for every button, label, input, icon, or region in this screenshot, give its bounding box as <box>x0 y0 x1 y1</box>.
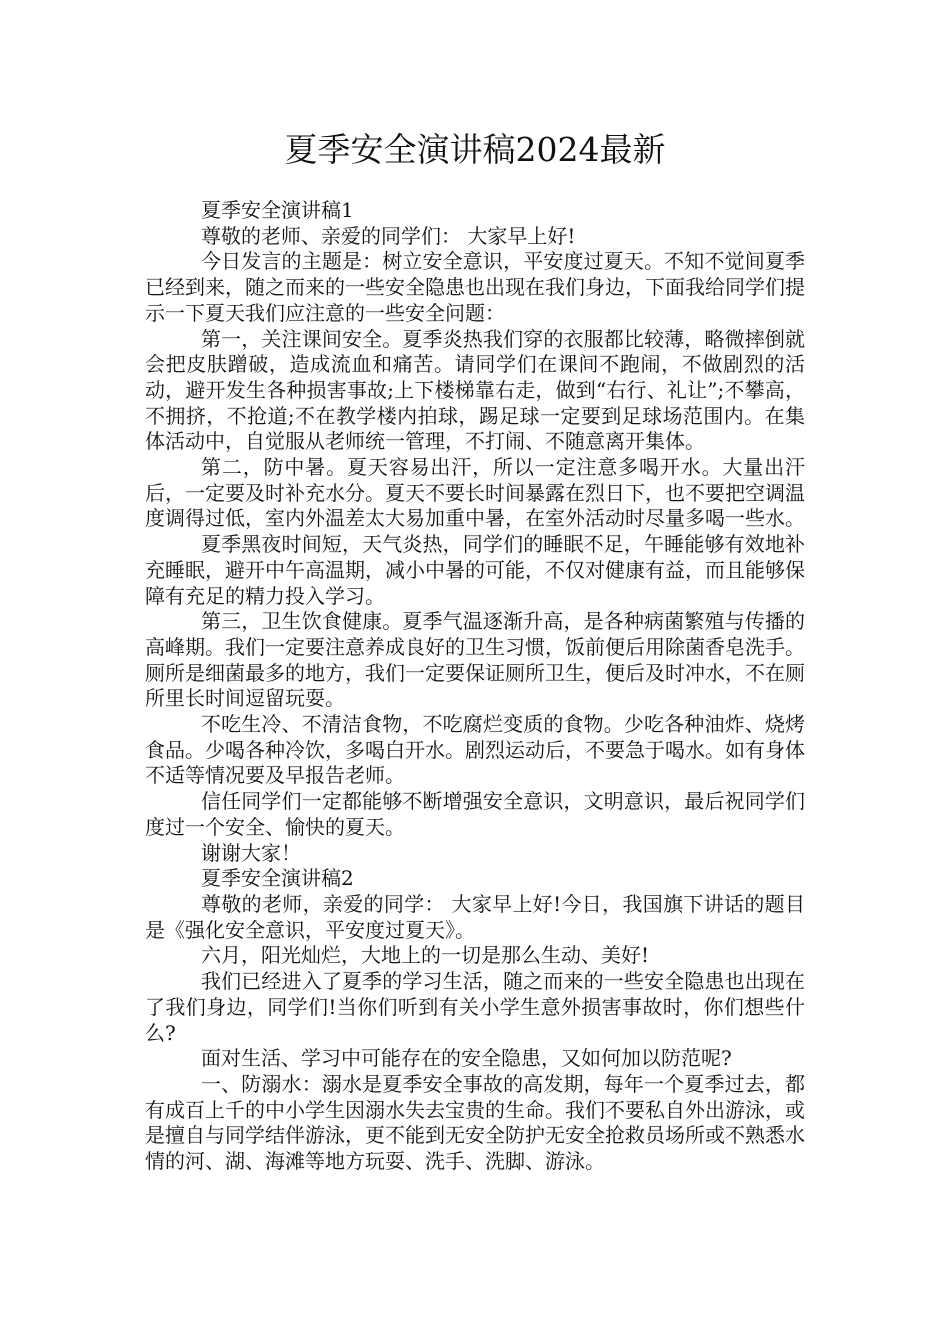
paragraph: 谢谢大家！ <box>201 840 301 865</box>
paragraph: 尊敬的老师、亲爱的同学们： 大家早上好! <box>201 223 576 248</box>
paragraph: 面对生活、学习中可能存在的安全隐患，又如何加以防范呢? <box>201 1046 732 1071</box>
paragraph: 不吃生冷、不清洁食物，不吃腐烂变质的食物。少吃各种油炸、烧烤食品。少喝各种冷饮，多喝白开水。剧烈运动后，不要急于喝水。如有身体不适等情况要及早报告老师。 <box>145 712 805 788</box>
paragraph: 夏季安全演讲稿2 <box>201 866 354 891</box>
paragraph: 夏季黑夜时间短，天气炎热，同学们的睡眠不足，午睡能够有效地补充睡眠，避开中午高温期，减小中暑的可能，不仅对健康有益，而且能够保障有充足的精力投入学习。 <box>145 532 805 608</box>
paragraph: 信任同学们一定都能够不断增强安全意识，文明意识，最后祝同学们度过一个安全、愉快的夏天。 <box>145 789 805 839</box>
paragraph: 一、防溺水：溺水是夏季安全事故的高发期，每年一个夏季过去，都有成百上千的中小学生因溺水失去宝贵的生命。我们不要私自外出游泳，或是擅自与同学结伴游泳，更不能到无安全防护无安全抢救员场所或不熟悉水情的河、湖、海滩等地方玩耍、洗手、洗脚、游泳。 <box>145 1071 805 1174</box>
paragraph: 今日发言的主题是：树立安全意识，平安度过夏天。不知不觉间夏季已经到来，随之而来的一些安全隐患也出现在我们身边，下面我给同学们提示一下夏天我们应注意的一些安全问题： <box>145 249 805 325</box>
paragraph: 尊敬的老师，亲爱的同学： 大家早上好!今日，我国旗下讲话的题目是《强化安全意识，平安度过夏天》。 <box>145 891 805 942</box>
paragraph: 第三，卫生饮食健康。夏季气温逐渐升高，是各种病菌繁殖与传播的高峰期。我们一定要注意养成良好的卫生习惯，饭前便后用除菌香皂洗手。厕所是细菌最多的地方，我们一定要保证厕所卫生，便后及时冲水，不在厕所里长时间逗留玩耍。 <box>145 609 805 711</box>
paragraph: 夏季安全演讲稿1 <box>201 198 354 222</box>
paragraph: 第二，防中暑。夏天容易出汗，所以一定注意多喝开水。大量出汗后，一定要及时补充水分。夏天不要长时间暴露在烈日下，也不要把空调温度调得过低，室内外温差太大易加重中暑，在室外活动时尽量多喝一些水。 <box>145 455 805 531</box>
paragraph: 我们已经进入了夏季的学习生活，随之而来的一些安全隐患也出现在了我们身边，同学们!当你们听到有关小学生意外损害事故时，你们想些什么? <box>145 969 805 1045</box>
document-title: 夏季安全演讲稿2024最新 <box>284 130 666 169</box>
paragraph: 第一，关注课间安全。夏季炎热我们穿的衣服都比较薄，略微摔倒就会把皮肤蹭破，造成流血和痛苦。请同学们在课间不跑闹，不做剧烈的活动，避开发生各种损害事故;上下楼梯靠右走，做到“右行、礼让”;不攀高，不拥挤，不抢道;不在教学楼内拍球，踢足球一定要到足球场范围内。在集体活动中，自觉服从老师统一管理，不打闹、不随意离开集体。 <box>145 326 805 454</box>
paragraph: 六月，阳光灿烂，大地上的一切是那么生动、美好! <box>201 943 650 968</box>
document-body <box>145 198 805 1175</box>
